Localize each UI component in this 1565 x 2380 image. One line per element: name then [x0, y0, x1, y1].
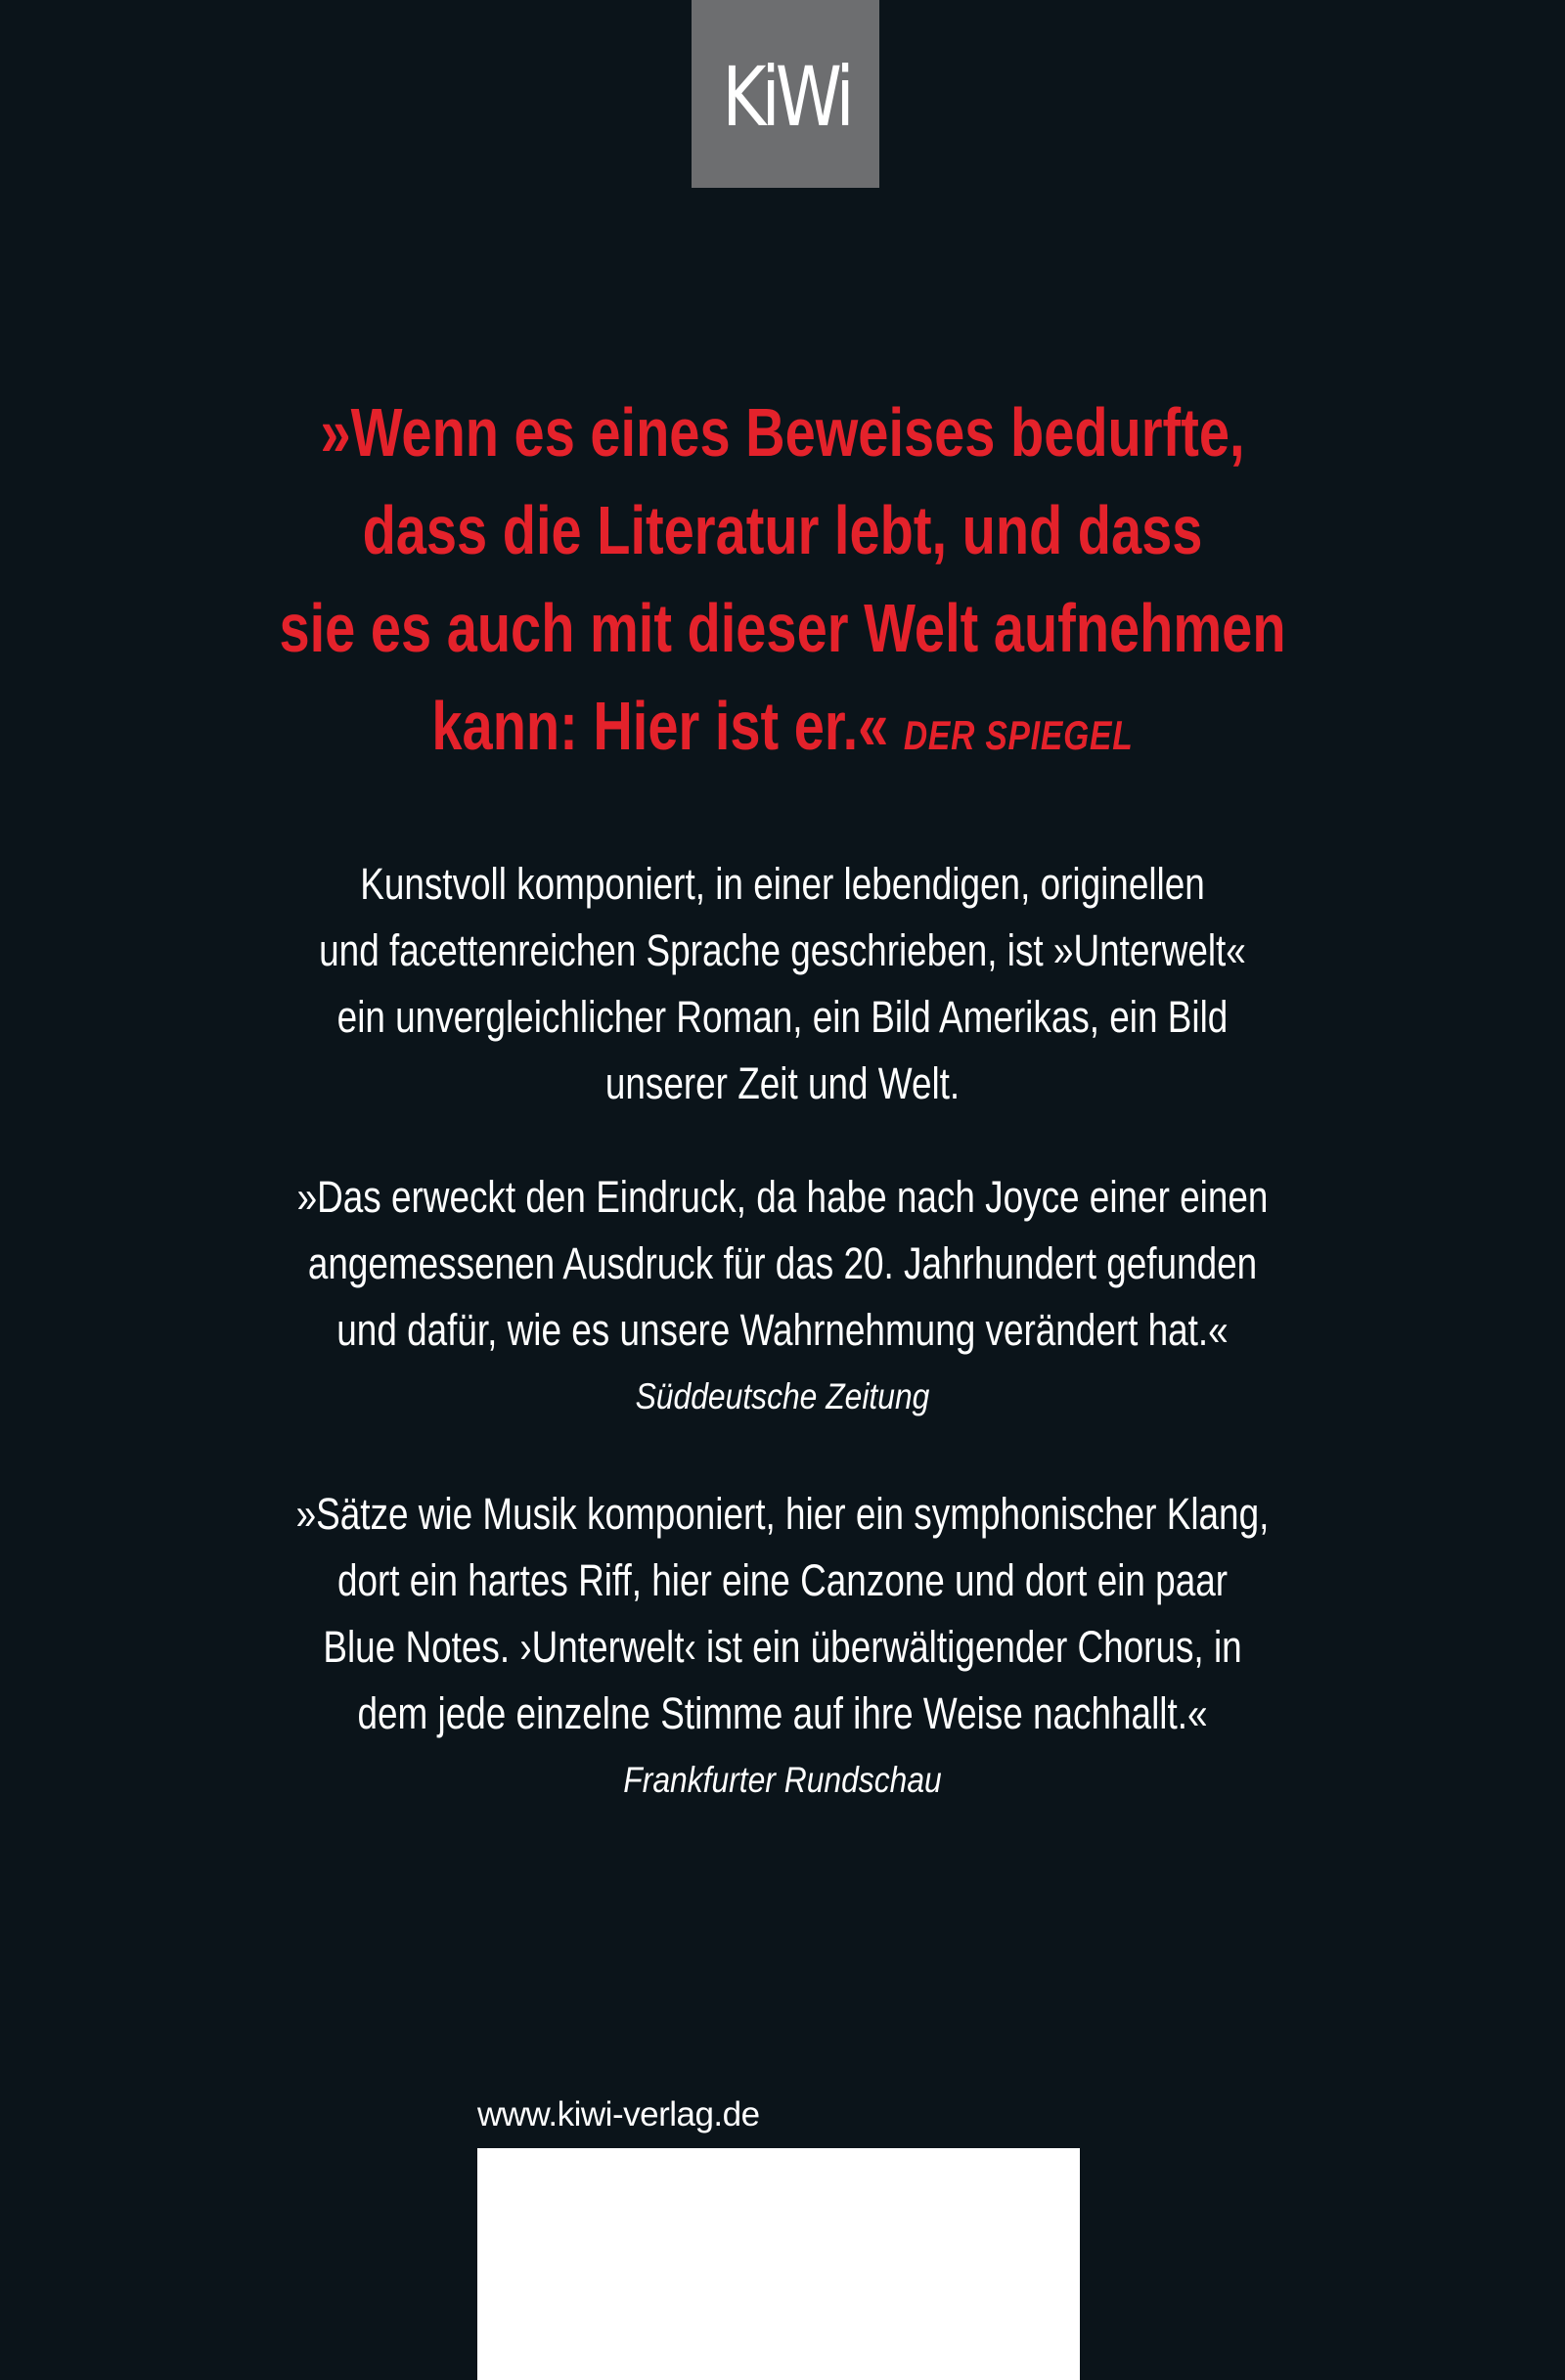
quote-line: dort ein hartes Riff, hier eine Canzone und dort ein paar: [336, 1555, 1229, 1605]
blurb-line: ein unvergleichlicher Roman, ein Bild Amerikas, ein Bild: [336, 992, 1229, 1042]
quote-line: und dafür, wie es unsere Wahrnehmung verändert hat.«: [336, 1305, 1229, 1355]
quote-line: Blue Notes. ›Unterwelt‹ ist ein überwältigender Chorus, in: [323, 1622, 1242, 1672]
headline-line: dass die Literatur lebt, und dass: [362, 492, 1203, 568]
quote-source: Frankfurter Rundschau: [623, 1760, 942, 1800]
headline-line: »Wenn es eines Beweises bedurfte,: [320, 394, 1245, 471]
headline-source: DER SPIEGEL: [903, 712, 1134, 758]
headline-line: kann: Hier ist er.«: [431, 688, 889, 764]
headline-quote: [0, 383, 1565, 785]
blurb-line: unserer Zeit und Welt.: [604, 1058, 961, 1108]
review-quote-frankfurter: [0, 1481, 1565, 1814]
publisher-logo-text: KiWi: [721, 49, 850, 145]
publisher-website: www.kiwi-verlag.de: [477, 2095, 760, 2133]
quote-line: dem jede einzelne Stimme auf ihre Weise nachhallt.«: [357, 1688, 1208, 1738]
quote-line: »Sätze wie Musik komponiert, hier ein symphonischer Klang,: [295, 1489, 1270, 1539]
barcode-area: [477, 2148, 1080, 2380]
headline-last-line: [156, 677, 1408, 785]
blurb-line: und facettenreichen Sprache geschrieben, ist »Unterwelt«: [319, 925, 1246, 975]
headline-line: sie es auch mit dieser Welt aufnehmen: [279, 590, 1286, 666]
blurb-line: Kunstvoll komponiert, in einer lebendigen, originellen: [360, 859, 1205, 909]
review-quote-sueddeutsche: [0, 1164, 1565, 1430]
blurb-paragraph: [0, 851, 1565, 1117]
publisher-logo: [692, 0, 879, 188]
quote-source: Süddeutsche Zeitung: [635, 1376, 930, 1416]
quote-line: »Das erweckt den Eindruck, da habe nach Joyce einer einen: [296, 1172, 1269, 1222]
quote-line: angemessenen Ausdruck für das 20. Jahrhundert gefunden: [307, 1238, 1258, 1288]
